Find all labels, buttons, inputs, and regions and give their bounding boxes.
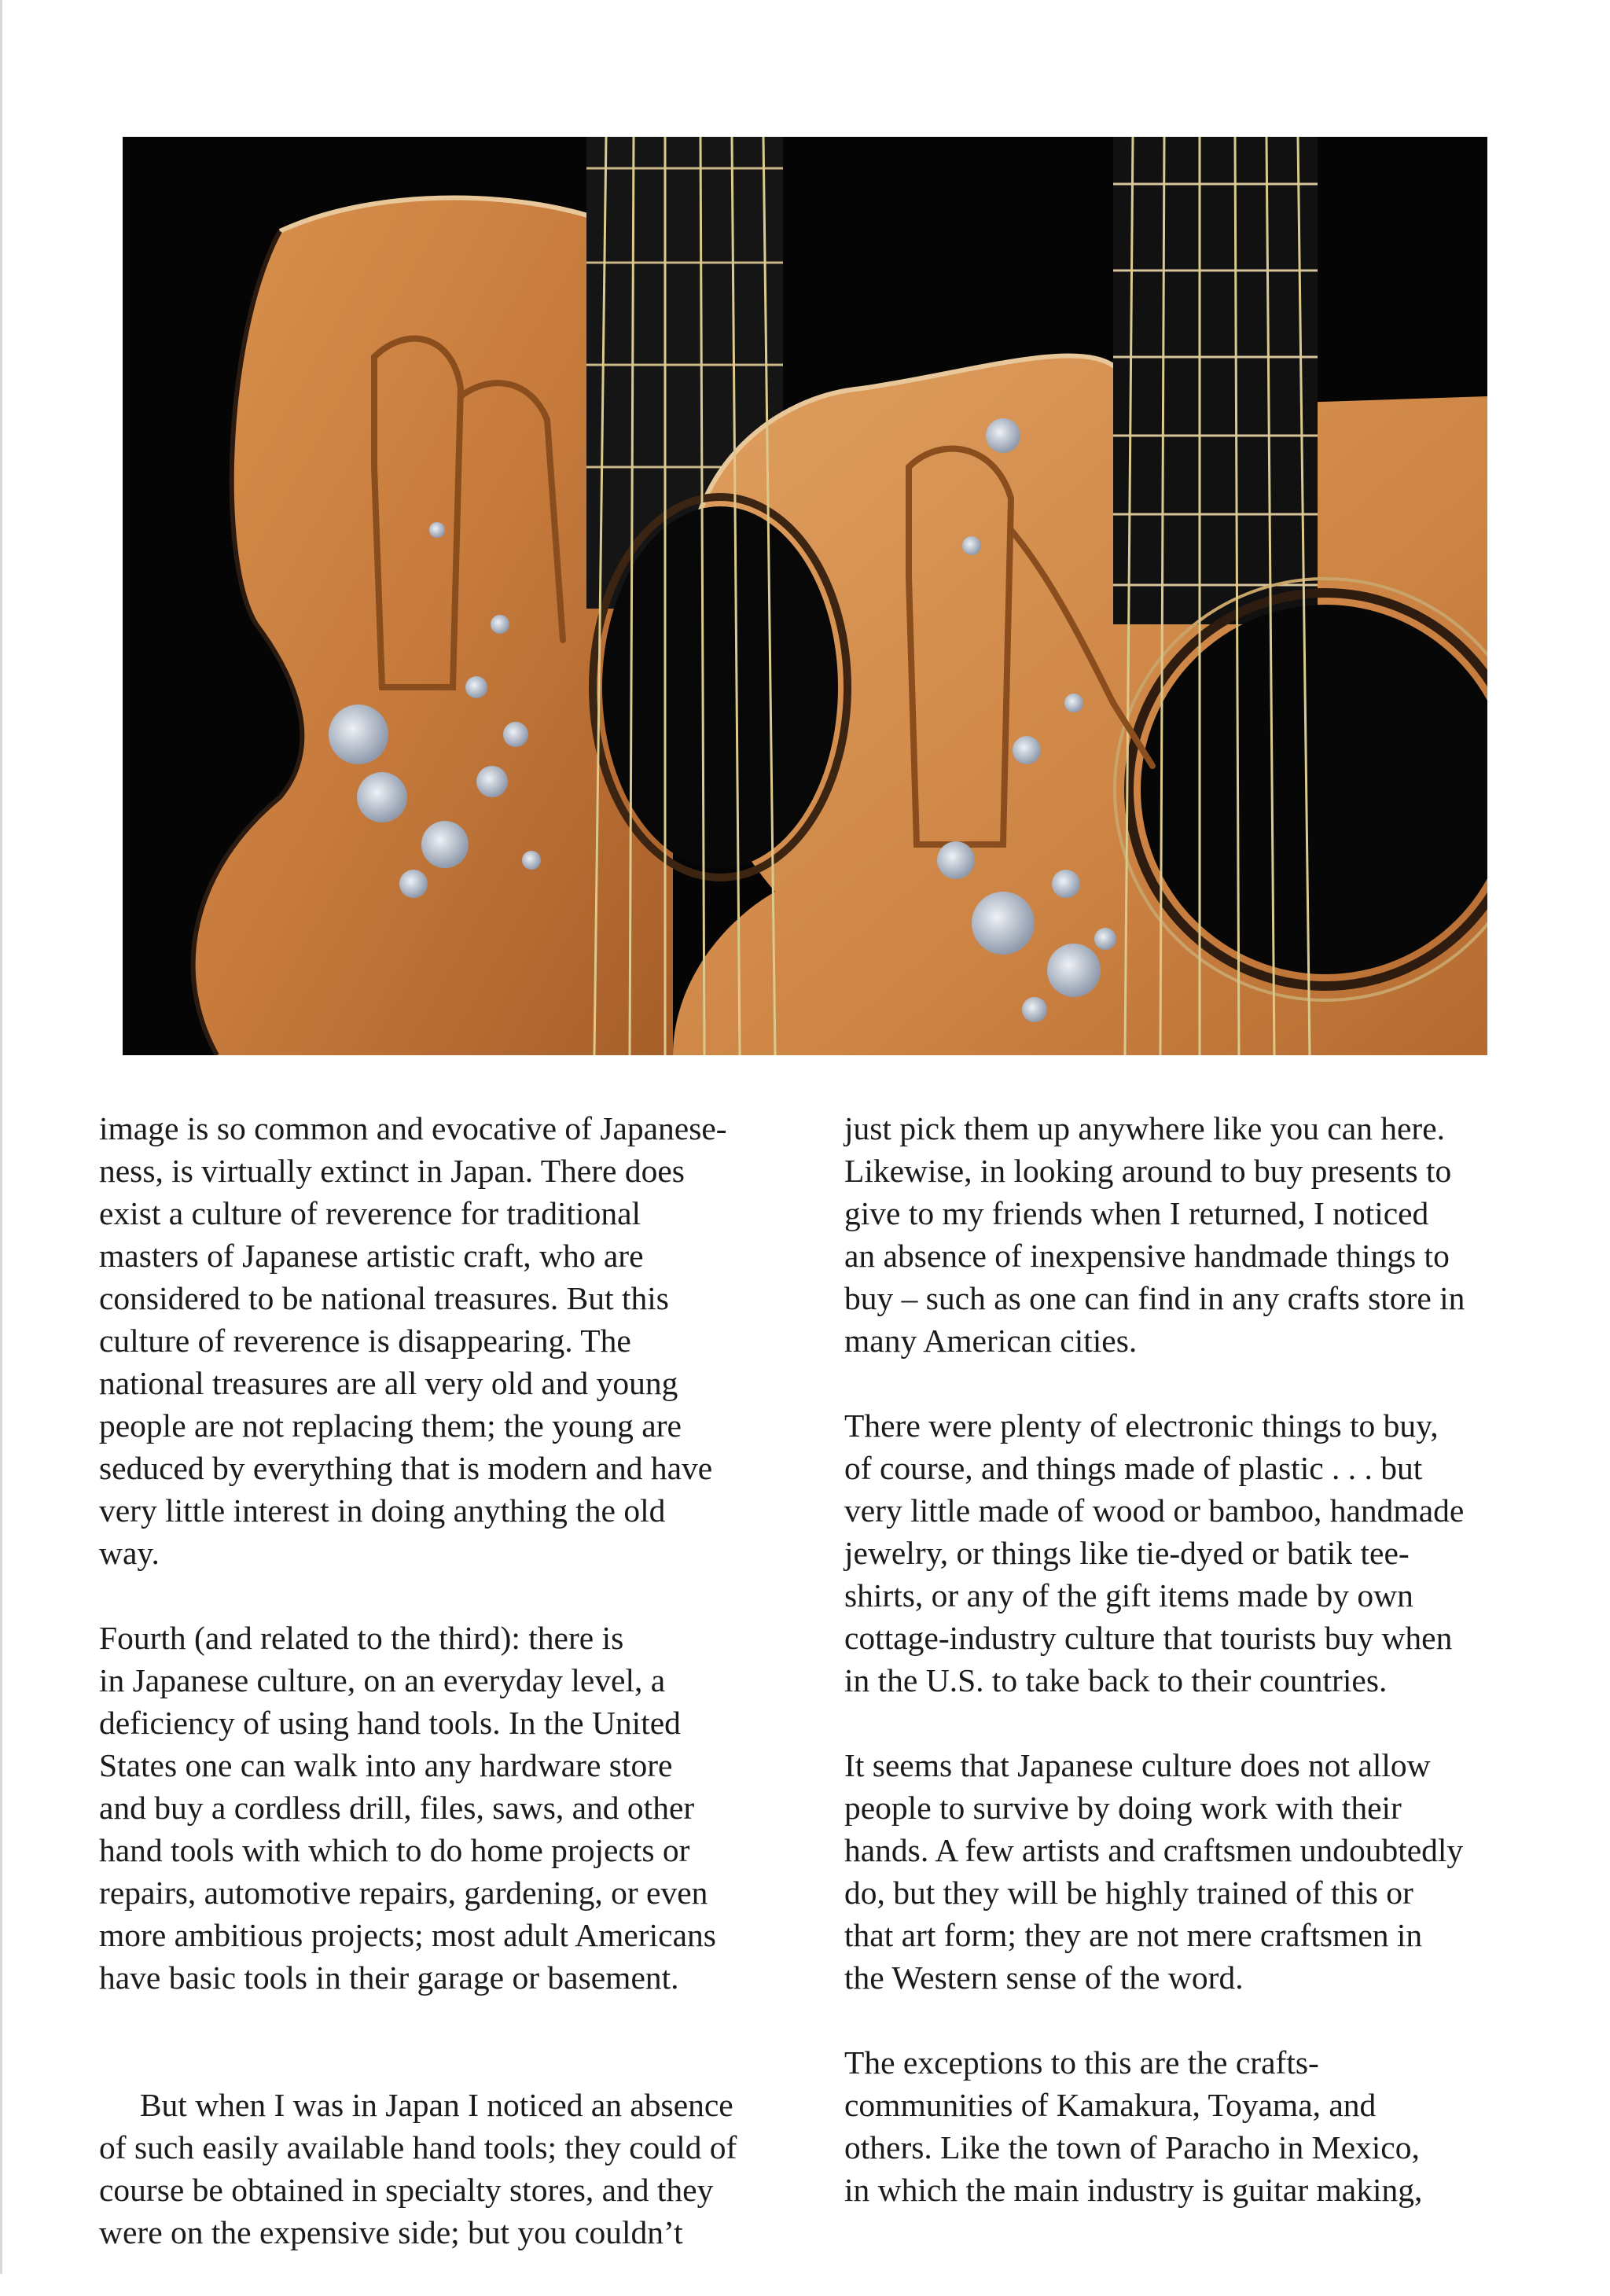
text-line: and buy a cordless drill, files, saws, and other (99, 1790, 695, 1826)
text-line: in the U.S. to take back to their countries. (844, 1662, 1388, 1698)
text-line: an absence of inexpensive handmade things to (844, 1238, 1450, 1274)
guitar-photo-illustration (123, 137, 1487, 1055)
text-line: many American cities. (844, 1323, 1138, 1359)
text-line: of course, and things made of plastic . . . but (844, 1450, 1423, 1486)
text-line: were on the expensive side; but you couldn’t (99, 2214, 683, 2250)
right-paragraph-1 (844, 1107, 1536, 1362)
text-line: It seems that Japanese culture does not allow (844, 1747, 1431, 1783)
right-paragraph-4 (844, 2041, 1536, 2211)
text-line: of such easily available hand tools; they could of (99, 2129, 737, 2165)
text-line: others. Like the town of Paracho in Mexico, (844, 2129, 1420, 2165)
text-line: shirts, or any of the gift items made by own (844, 1577, 1413, 1613)
text-line: exist a culture of reverence for traditional (99, 1195, 641, 1231)
left-paragraph-2 (99, 1617, 791, 1999)
text-line: just pick them up anywhere like you can here. (844, 1110, 1446, 1146)
text-line: in which the main industry is guitar making, (844, 2172, 1423, 2208)
text-line: deficiency of using hand tools. In the United (99, 1705, 681, 1741)
text-line: Fourth (and related to the third): there is (99, 1620, 624, 1656)
text-line: seduced by everything that is modern and have (99, 1450, 713, 1486)
text-line: national treasures are all very old and young (99, 1365, 678, 1401)
text-line: way. (99, 1535, 160, 1571)
text-line: that art form; they are not mere craftsmen in (844, 1917, 1423, 1953)
text-line: buy – such as one can find in any crafts store in (844, 1280, 1465, 1316)
text-line: cottage-industry culture that tourists buy when (844, 1620, 1453, 1656)
right-fretboard (1113, 137, 1318, 624)
left-soundhole (602, 506, 838, 868)
text-line: very little interest in doing anything the old (99, 1492, 666, 1529)
text-line: give to my friends when I returned, I noticed (844, 1195, 1429, 1231)
right-paragraph-2 (844, 1404, 1536, 1702)
text-line: ness, is virtually extinct in Japan. There does (99, 1153, 685, 1189)
text-line: But when I was in Japan I noticed an absence (131, 2087, 733, 2123)
text-line: hands. A few artists and craftsmen undoubtedly (844, 1832, 1464, 1868)
text-line: more ambitious projects; most adult Americans (99, 1917, 716, 1953)
left-paragraph-1 (99, 1107, 791, 1574)
text-line: culture of reverence is disappearing. The (99, 1323, 631, 1359)
text-line: the Western sense of the word. (844, 1959, 1244, 1996)
text-line: in Japanese culture, on an everyday level, a (99, 1662, 666, 1698)
text-line: communities of Kamakura, Toyama, and (844, 2087, 1377, 2123)
text-line: Likewise, in looking around to buy presents to (844, 1153, 1452, 1189)
text-line: masters of Japanese artistic craft, who are (99, 1238, 644, 1274)
text-line: very little made of wood or bamboo, handmade (844, 1492, 1465, 1529)
guitar-photo (123, 137, 1487, 1055)
text-line: The exceptions to this are the crafts- (844, 2044, 1319, 2081)
text-line: considered to be national treasures. But this (99, 1280, 669, 1316)
right-column (844, 1107, 1536, 2211)
text-line: States one can walk into any hardware store (99, 1747, 673, 1783)
text-line: course be obtained in specialty stores, and they (99, 2172, 714, 2208)
text-line: do, but they will be highly trained of this or (844, 1875, 1413, 1911)
page-edge (0, 0, 2, 2274)
text-line: have basic tools in their garage or basement. (99, 1959, 679, 1996)
text-line: people to survive by doing work with their (844, 1790, 1402, 1826)
text-line: image is so common and evocative of Japanese- (99, 1110, 727, 1146)
left-paragraph-3 (99, 2041, 791, 2296)
text-line: people are not replacing them; the young are (99, 1407, 682, 1444)
left-column (99, 1107, 791, 2296)
text-line: jewelry, or things like tie-dyed or batik tee- (844, 1535, 1410, 1571)
right-paragraph-3 (844, 1744, 1536, 1999)
text-line: repairs, automotive repairs, gardening, or even (99, 1875, 708, 1911)
text-line: hand tools with which to do home projects or (99, 1832, 690, 1868)
text-line: There were plenty of electronic things to buy, (844, 1407, 1439, 1444)
